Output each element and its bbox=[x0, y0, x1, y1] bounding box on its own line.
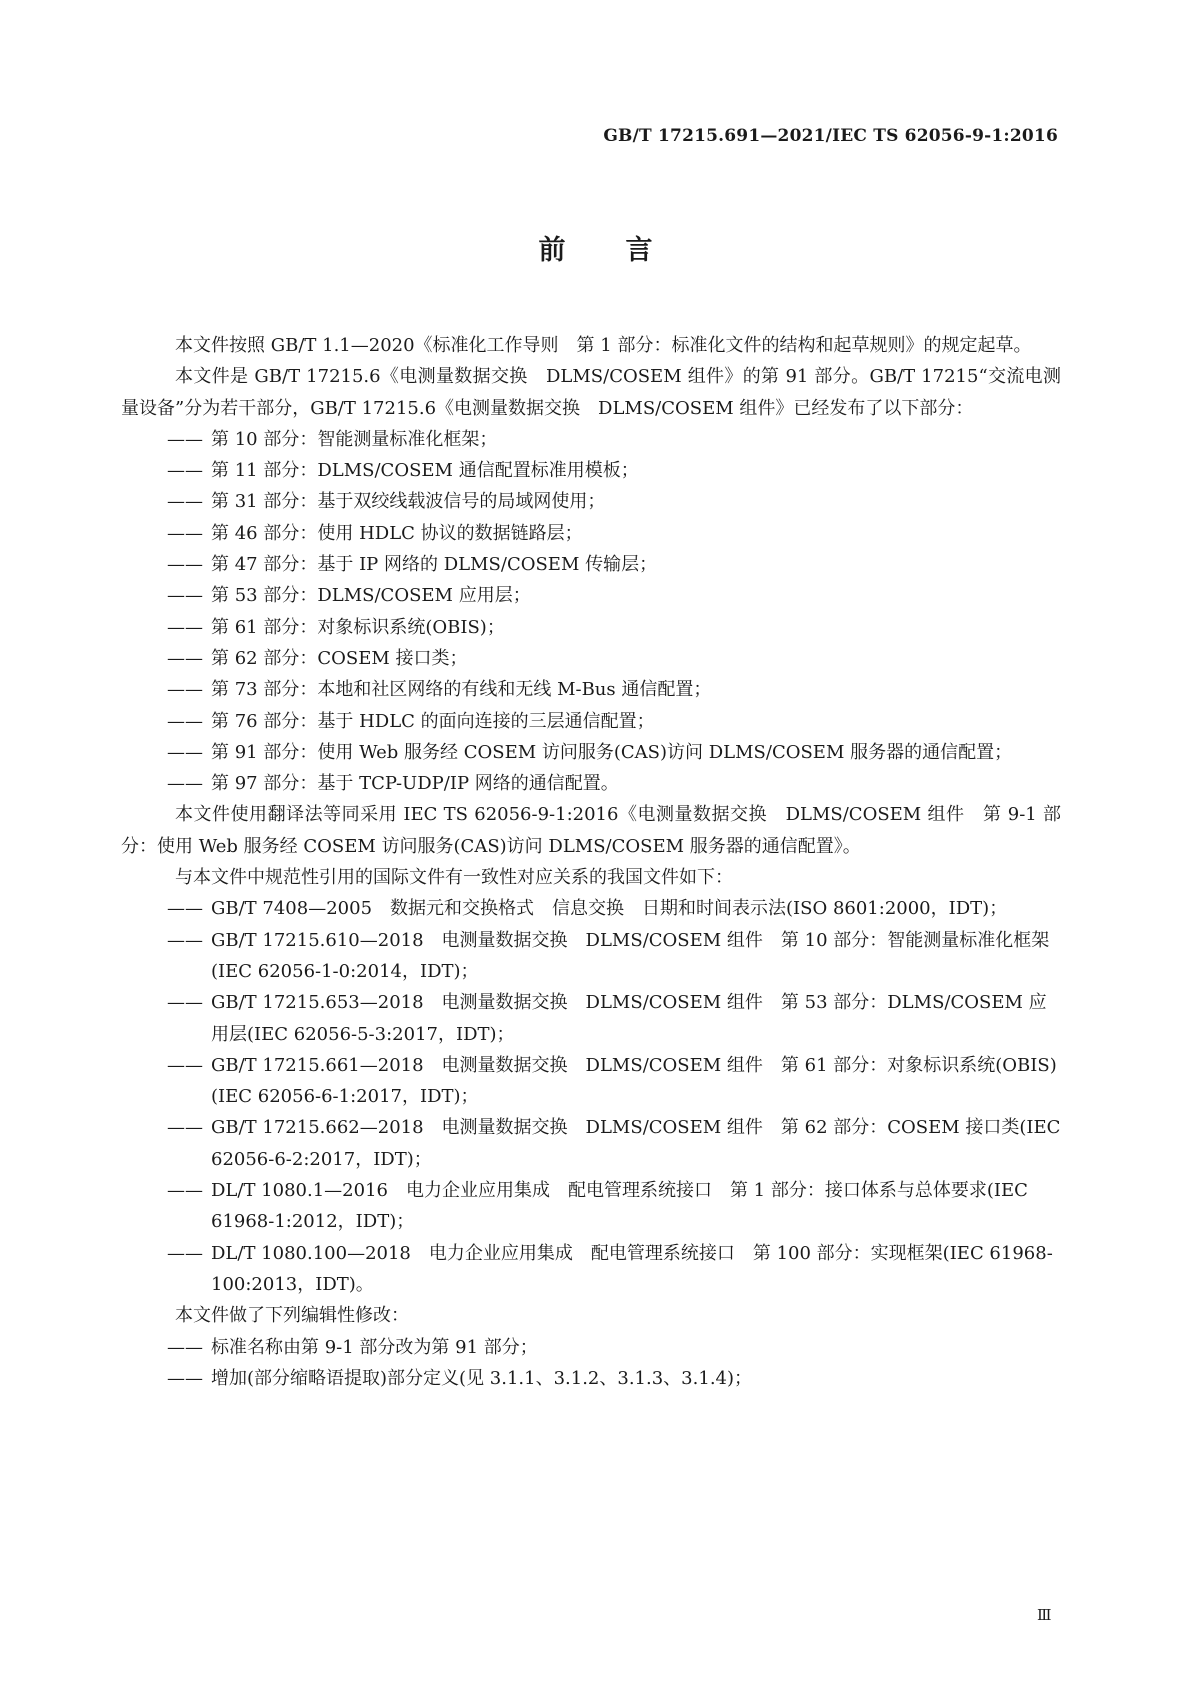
list-item-text: 第 10 部分：智能测量标准化框架； bbox=[211, 428, 498, 450]
list-item bbox=[121, 1332, 1061, 1363]
paragraph-edits-intro: 本文件做了下列编辑性修改： bbox=[175, 1305, 409, 1327]
dash-marker: —— bbox=[167, 992, 203, 1014]
dash-marker: —— bbox=[167, 522, 203, 544]
list-item-text: GB/T 17215.653—2018 电测量数据交换 DLMS/COSEM 组件 第 53 部分：DLMS/COSEM 应用层(IEC 62056-5-3:2017，IDT)； bbox=[211, 992, 1047, 1045]
dash-marker: —— bbox=[167, 1242, 203, 1264]
list-item bbox=[121, 549, 1061, 580]
dash-marker: —— bbox=[167, 647, 203, 669]
paragraph-adoption-statement: 本文件使用翻译法等同采用 IEC TS 62056-9-1:2016《电测量数据交换 DLMS/COSEM 组件 第 9-1 部分：使用 Web 服务经 COSEM 访问服务(CAS)访问 DLMS/COSEM 服务器的通信配置》。 bbox=[121, 804, 1061, 857]
published-parts-list bbox=[121, 424, 1061, 800]
title-char-2: 言 bbox=[625, 235, 653, 266]
list-item-text: 第 53 部分：DLMS/COSEM 应用层； bbox=[211, 585, 531, 607]
list-item bbox=[121, 455, 1061, 486]
dash-marker: —— bbox=[167, 1367, 203, 1389]
list-item bbox=[121, 674, 1061, 705]
list-item bbox=[121, 486, 1061, 517]
list-item bbox=[121, 580, 1061, 611]
list-item-text: 第 46 部分：使用 HDLC 协议的数据链路层； bbox=[211, 522, 583, 544]
list-item bbox=[121, 925, 1061, 988]
list-item bbox=[121, 1112, 1061, 1175]
dash-marker: —— bbox=[167, 679, 203, 701]
list-item-text: 第 61 部分：对象标识系统(OBIS)； bbox=[211, 616, 505, 638]
page-title bbox=[0, 228, 1191, 267]
list-item bbox=[121, 643, 1061, 674]
list-item-text: GB/T 17215.662—2018 电测量数据交换 DLMS/COSEM 组件 第 62 部分：COSEM 接口类(IEC 62056-6-2:2017，IDT)； bbox=[211, 1117, 1061, 1170]
paragraph-drafting-rules: 本文件按照 GB/T 1.1—2020《标准化工作导则 第 1 部分：标准化文件的结构和起草规则》的规定起草。 bbox=[175, 335, 1032, 356]
list-item bbox=[121, 612, 1061, 643]
list-item-text: 标准名称由第 9-1 部分改为第 91 部分； bbox=[211, 1336, 538, 1358]
title-char-1: 前 bbox=[538, 235, 566, 266]
list-item bbox=[121, 424, 1061, 455]
dash-marker: —— bbox=[167, 491, 203, 513]
dash-marker: —— bbox=[167, 1054, 203, 1076]
dash-marker: —— bbox=[167, 773, 203, 795]
list-item bbox=[121, 1363, 1061, 1394]
list-item-text: GB/T 17215.661—2018 电测量数据交换 DLMS/COSEM 组件 第 61 部分：对象标识系统(OBIS)(IEC 62056-6-1:2017，IDT)； bbox=[211, 1054, 1057, 1108]
list-item-text: 第 31 部分：基于双绞线载波信号的局域网使用； bbox=[211, 491, 606, 513]
dash-marker: —— bbox=[167, 585, 203, 607]
list-item bbox=[121, 737, 1061, 768]
list-item-text: DL/T 1080.1—2016 电力企业应用集成 配电管理系统接口 第 1 部分：接口体系与总体要求(IEC 61968-1:2012，IDT)； bbox=[211, 1180, 1028, 1233]
dash-marker: —— bbox=[167, 898, 203, 920]
list-item bbox=[121, 518, 1061, 549]
list-item-text: 第 97 部分：基于 TCP-UDP/IP 网络的通信配置。 bbox=[211, 773, 619, 795]
dash-marker: —— bbox=[167, 554, 203, 576]
dash-marker: —— bbox=[167, 428, 203, 450]
paragraph-references-intro: 与本文件中规范性引用的国际文件有一致性对应关系的我国文件如下： bbox=[175, 867, 733, 889]
list-item bbox=[121, 987, 1061, 1050]
dash-marker: —— bbox=[167, 1336, 203, 1358]
references-list bbox=[121, 893, 1061, 1300]
edits-list bbox=[121, 1332, 1061, 1395]
list-item-text: DL/T 1080.100—2018 电力企业应用集成 配电管理系统接口 第 100 部分：实现框架(IEC 61968-100:2013，IDT)。 bbox=[211, 1242, 1053, 1295]
body-content bbox=[121, 330, 1061, 1394]
dash-marker: —— bbox=[167, 1117, 203, 1139]
list-item-text: 第 76 部分：基于 HDLC 的面向连接的三层通信配置； bbox=[211, 710, 655, 732]
dash-marker: —— bbox=[167, 616, 203, 638]
list-item-text: 第 62 部分：COSEM 接口类； bbox=[211, 647, 468, 669]
list-item bbox=[121, 1175, 1061, 1238]
dash-marker: —— bbox=[167, 460, 203, 482]
dash-marker: —— bbox=[167, 929, 203, 951]
standard-number-header: GB/T 17215.691—2021/IEC TS 62056-9-1:2016 bbox=[603, 126, 1058, 146]
list-item-text: 第 11 部分：DLMS/COSEM 通信配置标准用模板； bbox=[211, 460, 639, 482]
page-number: Ⅲ bbox=[1037, 1606, 1052, 1624]
list-item-text: 第 73 部分：本地和社区网络的有线和无线 M-Bus 通信配置； bbox=[211, 679, 712, 701]
list-item-text: GB/T 7408—2005 数据元和交换格式 信息交换 日期和时间表示法(ISO 8601:2000，IDT)； bbox=[211, 898, 1008, 920]
list-item-text: GB/T 17215.610—2018 电测量数据交换 DLMS/COSEM 组件 第 10 部分：智能测量标准化框架(IEC 62056-1-0:2014，IDT)； bbox=[211, 929, 1050, 982]
list-item bbox=[121, 1238, 1061, 1301]
paragraph-series-description: 本文件是 GB/T 17215.6《电测量数据交换 DLMS/COSEM 组件》的第 91 部分。GB/T 17215“交流电测量设备”分为若干部分，GB/T 17215.6《电测量数据交换 DLMS/COSEM 组件》已经发布了以下部分： bbox=[121, 366, 1061, 419]
dash-marker: —— bbox=[167, 741, 203, 763]
list-item bbox=[121, 706, 1061, 737]
list-item-text: 增加(部分缩略语提取)部分定义(见 3.1.1、3.1.2、3.1.3、3.1.4)； bbox=[211, 1367, 753, 1389]
list-item-text: 第 91 部分：使用 Web 服务经 COSEM 访问服务(CAS)访问 DLMS/COSEM 服务器的通信配置； bbox=[211, 741, 1013, 763]
dash-marker: —— bbox=[167, 710, 203, 732]
list-item-text: 第 47 部分：基于 IP 网络的 DLMS/COSEM 传输层； bbox=[211, 554, 658, 576]
list-item bbox=[121, 768, 1061, 799]
list-item bbox=[121, 893, 1061, 924]
dash-marker: —— bbox=[167, 1180, 203, 1202]
list-item bbox=[121, 1050, 1061, 1113]
